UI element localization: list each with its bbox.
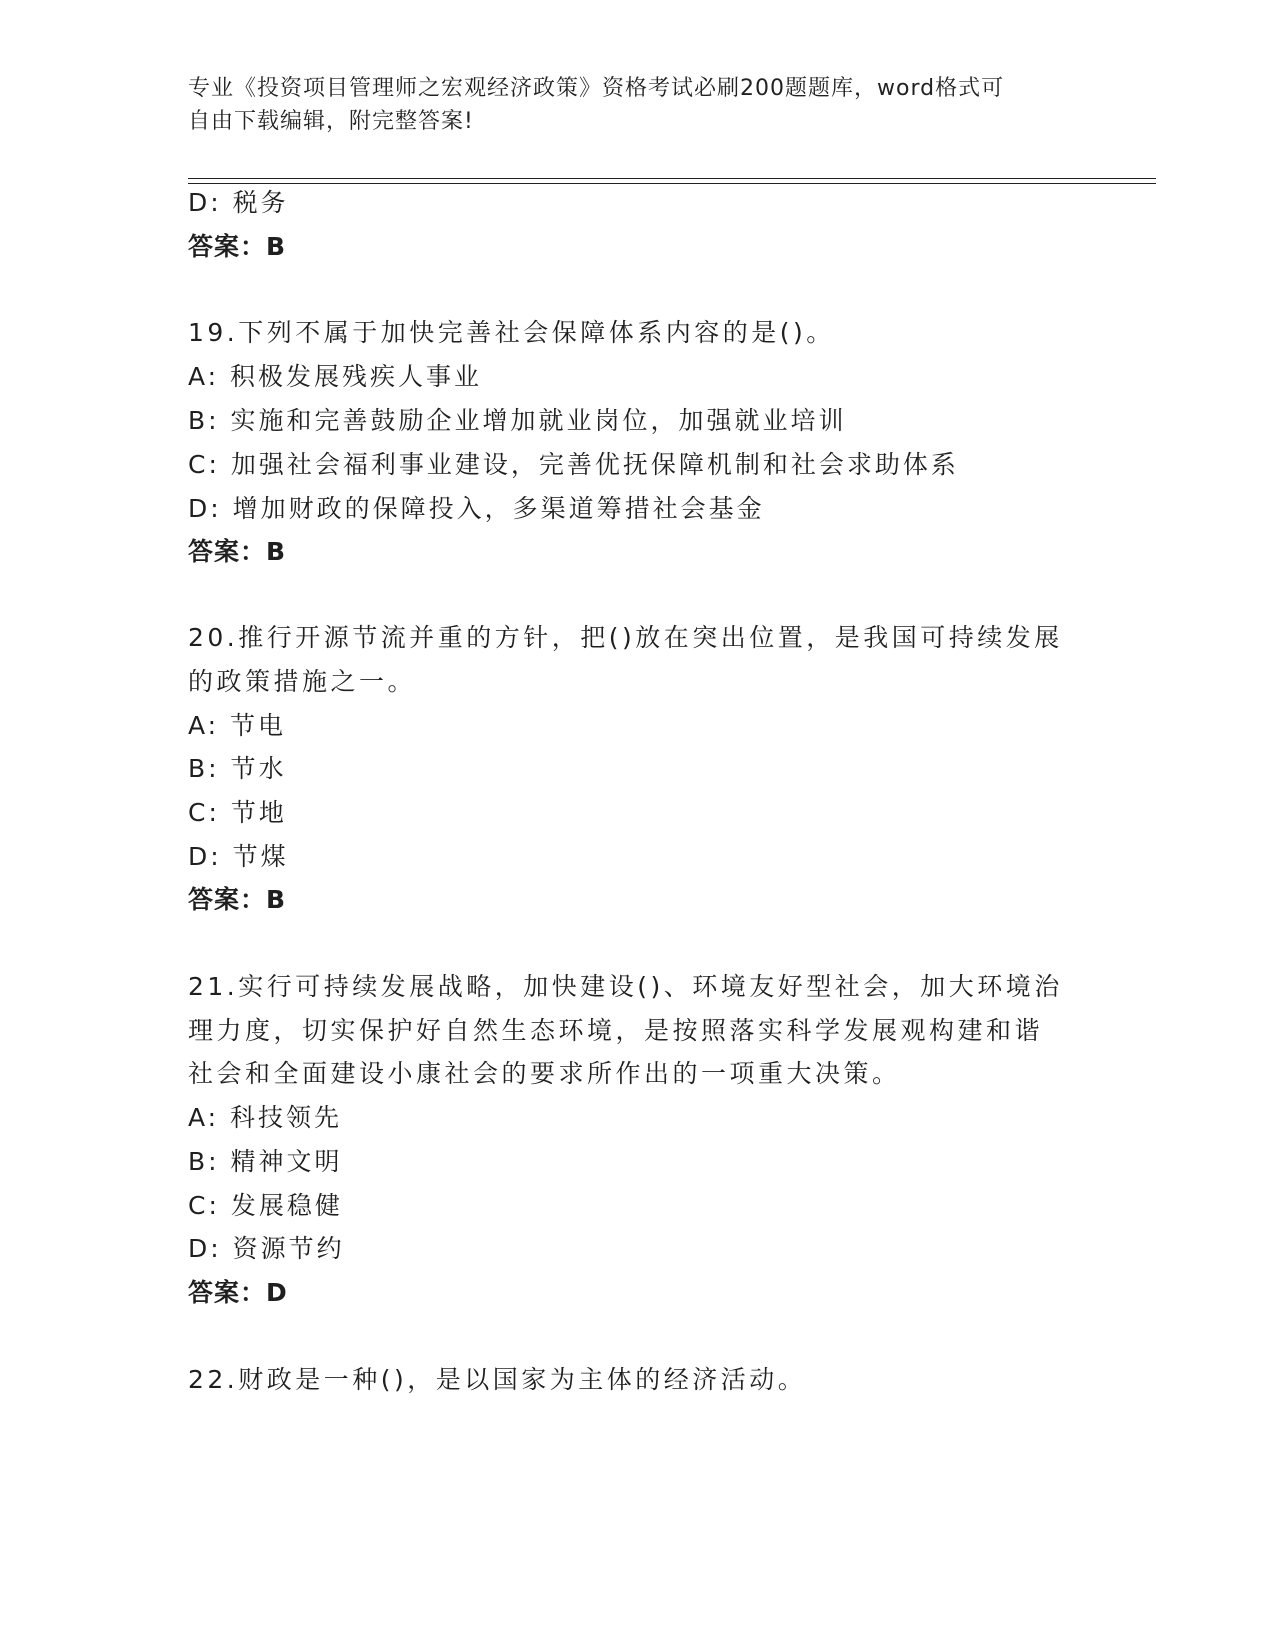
- document-header: [188, 72, 1088, 138]
- q20-stem-line-1: 20.推行开源节流并重的方针，把()放在突出位置，是我国可持续发展: [188, 623, 1063, 652]
- header-divider-bottom: [188, 183, 1156, 184]
- q19-stem: 19.下列不属于加快完善社会保障体系内容的是()。: [188, 318, 835, 347]
- q19-option-c: C: 加强社会福利事业建设，完善优抚保障机制和社会求助体系: [188, 450, 959, 479]
- q20-option-a: A: 节电: [188, 711, 287, 740]
- header-line-2: 自由下载编辑，附完整答案!: [188, 109, 474, 134]
- q19-answer: 答案：B: [188, 537, 287, 566]
- q21-stem-line-1: 21.实行可持续发展战略，加快建设()、环境友好型社会，加大环境治: [188, 972, 1063, 1001]
- q19-option-d: D: 增加财政的保障投入，多渠道筹措社会基金: [188, 494, 765, 523]
- q21-option-b: B: 精神文明: [188, 1147, 343, 1176]
- q18-answer: 答案：B: [188, 232, 287, 261]
- q20-option-d: D: 节煤: [188, 842, 289, 871]
- q20-option-b: B: 节水: [188, 754, 287, 783]
- q19-option-b: B: 实施和完善鼓励企业增加就业岗位，加强就业培训: [188, 406, 847, 435]
- q21-option-d: D: 资源节约: [188, 1234, 345, 1263]
- q22-stem: 22.财政是一种()，是以国家为主体的经济活动。: [188, 1365, 807, 1394]
- q21-option-a: A: 科技领先: [188, 1103, 343, 1132]
- q21-stem-line-3: 社会和全面建设小康社会的要求所作出的一项重大决策。: [188, 1059, 901, 1088]
- q20-answer: 答案：B: [188, 885, 287, 914]
- q21-answer: 答案：D: [188, 1278, 288, 1307]
- q20-stem-line-2: 的政策措施之一。: [188, 667, 417, 696]
- q21-stem-line-2: 理力度，切实保护好自然生态环境，是按照落实科学发展观构建和谐: [188, 1016, 1044, 1045]
- header-divider-top: [188, 178, 1156, 179]
- header-line-1: 专业《投资项目管理师之宏观经济政策》资格考试必刷200题题库，word格式可: [188, 76, 1005, 101]
- q21-option-c: C: 发展稳健: [188, 1191, 343, 1220]
- q18-option-d: D: 税务: [188, 188, 289, 217]
- q19-option-a: A: 积极发展残疾人事业: [188, 362, 483, 391]
- q20-option-c: C: 节地: [188, 798, 287, 827]
